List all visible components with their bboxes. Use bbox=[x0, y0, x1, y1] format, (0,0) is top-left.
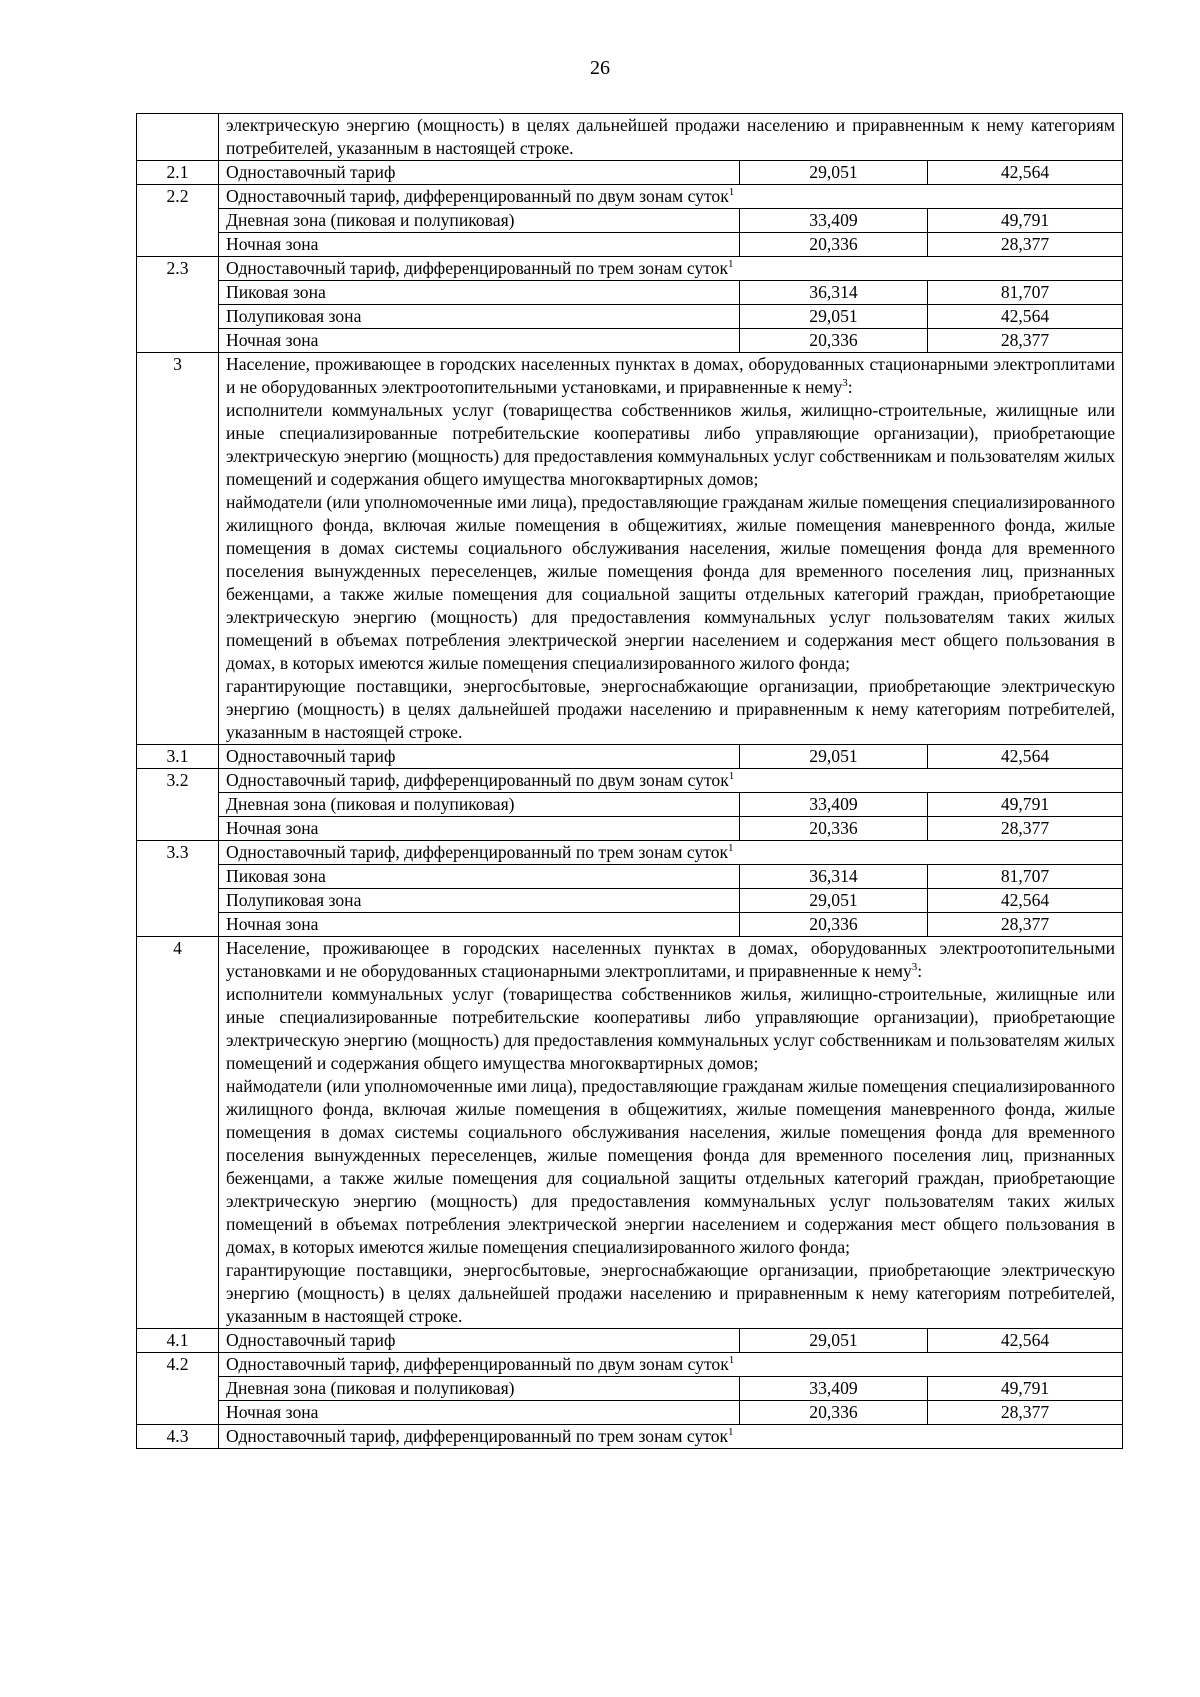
row-number: 2.2 bbox=[137, 185, 219, 209]
tariff-value-1: 33,409 bbox=[740, 209, 928, 233]
tariff-value-2: 28,377 bbox=[928, 817, 1123, 841]
tariff-value-2: 42,564 bbox=[928, 161, 1123, 185]
row-number bbox=[137, 1401, 219, 1425]
zone-row bbox=[137, 1377, 1123, 1401]
tariff-value-1: 20,336 bbox=[740, 329, 928, 353]
zone-row bbox=[137, 209, 1123, 233]
category-paragraph: гарантирующие поставщики, энергосбытовые, энергоснабжающие организации, приобретающие электрическую энергию (мощность) в целях дальнейшей продажи населению и приравненным к нему категориям потребителей, указанным в настоящей строке. bbox=[226, 1260, 1116, 1326]
row-number: 3.2 bbox=[137, 769, 219, 793]
row-number: 4.2 bbox=[137, 1353, 219, 1377]
continuation-text bbox=[219, 114, 1123, 161]
tariff-label-text: Одноставочный тариф, дифференцированный по двум зонам суток bbox=[226, 1354, 729, 1374]
tariff-value-1: 20,336 bbox=[740, 1401, 928, 1425]
tariff-label: Ночная зона bbox=[219, 1401, 740, 1425]
category-row bbox=[137, 937, 1123, 1329]
footnote-ref: 1 bbox=[728, 1426, 734, 1439]
row-number bbox=[137, 793, 219, 817]
row-number: 2.3 bbox=[137, 257, 219, 281]
zone-row bbox=[137, 281, 1123, 305]
tariff-label bbox=[219, 769, 1123, 793]
tariff-label: Ночная зона bbox=[219, 329, 740, 353]
page-number: 26 bbox=[590, 57, 610, 79]
category-description bbox=[219, 353, 1123, 745]
zone-row bbox=[137, 305, 1123, 329]
footnote-ref: 1 bbox=[728, 770, 735, 783]
tariff-value-2: 49,791 bbox=[928, 793, 1123, 817]
footnote-ref: 3 bbox=[842, 377, 848, 390]
subtariff-header-row bbox=[137, 769, 1123, 793]
tariff-label: Дневная зона (пиковая и полупиковая) bbox=[219, 1377, 740, 1401]
subtariff-header-row bbox=[137, 1353, 1123, 1377]
tariff-label-text: Одноставочный тариф, дифференцированный по трем зонам суток bbox=[226, 1426, 729, 1446]
footnote-ref: 1 bbox=[728, 842, 734, 855]
tariff-value-1: 33,409 bbox=[740, 1377, 928, 1401]
row-number bbox=[137, 1377, 219, 1401]
tariff-value-2: 42,564 bbox=[928, 1329, 1123, 1353]
tariff-table-body bbox=[137, 114, 1123, 1449]
tariff-value-1: 36,314 bbox=[740, 865, 928, 889]
row-number bbox=[137, 233, 219, 257]
tariff-label: Ночная зона bbox=[219, 913, 740, 937]
tariff-label bbox=[219, 257, 1123, 281]
tariff-value-2: 42,564 bbox=[928, 745, 1123, 769]
tariff-value-2: 42,564 bbox=[928, 305, 1123, 329]
tariff-label: Ночная зона bbox=[219, 233, 740, 257]
tariff-value-1: 29,051 bbox=[740, 161, 928, 185]
tariff-value-1: 33,409 bbox=[740, 793, 928, 817]
tariff-row bbox=[137, 745, 1123, 769]
tariff-label-text: Одноставочный тариф, дифференцированный по двум зонам суток bbox=[226, 770, 729, 790]
row-number: 4.3 bbox=[137, 1425, 219, 1449]
row-number: 4.1 bbox=[137, 1329, 219, 1353]
tariff-label-text: Одноставочный тариф, дифференцированный по трем зонам суток bbox=[226, 842, 729, 862]
category-paragraph: наймодатели (или уполномоченные ими лица), предоставляющие гражданам жилые помещения специализированного жилищного фонда, включая жилые помещения в общежитиях, жилые помещения маневренного фонда, жилые помещения в домах системы социального обслуживания населения, жилые помещения фонда для временного поселения вынужденных переселенцев, жилые помещения фонда для временного поселения лиц, признанных беженцами, а также жилые помещения для социальной защиты отдельных категорий граждан, приобретающие электрическую энергию (мощность) для предоставления коммунальных услуг пользователям таких жилых помещений в объемах потребления электрической энергии населением и содержания мест общего пользования в домах, в которых имеются жилые помещения специализированного жилого фонда; bbox=[226, 1076, 1116, 1257]
tariff-value-2: 81,707 bbox=[928, 281, 1123, 305]
tariff-value-1: 29,051 bbox=[740, 1329, 928, 1353]
tariff-value-2: 28,377 bbox=[928, 233, 1123, 257]
row-number bbox=[137, 329, 219, 353]
zone-row bbox=[137, 889, 1123, 913]
category-paragraph: исполнители коммунальных услуг (товарищества собственников жилья, жилищно-строительные, жилищные или иные специализированные потребительские кооперативы либо управляющие организации), приобретающие электрическую энергию (мощность) для предоставления коммунальных услуг собственникам и пользователям жилых помещений и содержания общего имущества многоквартирных домов; bbox=[226, 400, 1116, 489]
category-paragraph: гарантирующие поставщики, энергосбытовые, энергоснабжающие организации, приобретающие электрическую энергию (мощность) в целях дальнейшей продажи населению и приравненным к нему категориям потребителей, указанным в настоящей строке. bbox=[226, 676, 1116, 742]
footnote-ref: 1 bbox=[728, 1354, 735, 1367]
tariff-label: Ночная зона bbox=[219, 817, 740, 841]
tariff-label: Пиковая зона bbox=[219, 865, 740, 889]
zone-row bbox=[137, 329, 1123, 353]
category-title: Население, проживающее в городских населенных пунктах в домах, оборудованных электроотопительными установками и не оборудованных стационарными электроплитами, и приравненные к нему$^3$: bbox=[226, 938, 1116, 981]
tariff-label bbox=[219, 185, 1123, 209]
tariff-value-1: 20,336 bbox=[740, 817, 928, 841]
category-number: 4 bbox=[137, 937, 219, 1329]
tariff-label-text: Одноставочный тариф, дифференцированный по трем зонам суток bbox=[226, 258, 729, 278]
tariff-value-1: 20,336 bbox=[740, 913, 928, 937]
row-number bbox=[137, 889, 219, 913]
tariff-label: Пиковая зона bbox=[219, 281, 740, 305]
tariff-label: Одноставочный тариф bbox=[219, 1329, 740, 1353]
tariff-row bbox=[137, 1329, 1123, 1353]
subtariff-header-row bbox=[137, 185, 1123, 209]
zone-row bbox=[137, 817, 1123, 841]
row-number-cell bbox=[137, 114, 219, 161]
zone-row bbox=[137, 793, 1123, 817]
subtariff-header-row bbox=[137, 257, 1123, 281]
subtariff-header-row bbox=[137, 1425, 1123, 1449]
category-paragraph: наймодатели (или уполномоченные ими лица), предоставляющие гражданам жилые помещения специализированного жилищного фонда, включая жилые помещения в общежитиях, жилые помещения маневренного фонда, жилые помещения в домах системы социального обслуживания населения, жилые помещения фонда для временного поселения вынужденных переселенцев, жилые помещения фонда для временного поселения лиц, признанных беженцами, а также жилые помещения для социальной защиты отдельных категорий граждан, приобретающие электрическую энергию (мощность) для предоставления коммунальных услуг пользователям таких жилых помещений в объемах потребления электрической энергии населением и содержания мест общего пользования в домах, в которых имеются жилые помещения специализированного жилого фонда; bbox=[226, 492, 1116, 673]
tariff-label bbox=[219, 841, 1123, 865]
zone-row bbox=[137, 913, 1123, 937]
tariff-label: Дневная зона (пиковая и полупиковая) bbox=[219, 793, 740, 817]
tariff-value-1: 36,314 bbox=[740, 281, 928, 305]
tariff-value-2: 42,564 bbox=[928, 889, 1123, 913]
tariff-label bbox=[219, 1425, 1123, 1449]
tariff-value-2: 81,707 bbox=[928, 865, 1123, 889]
subtariff-header-row bbox=[137, 841, 1123, 865]
row-number: 2.1 bbox=[137, 161, 219, 185]
tariff-table bbox=[136, 113, 1123, 1449]
tariff-value-2: 49,791 bbox=[928, 209, 1123, 233]
row-number bbox=[137, 865, 219, 889]
tariff-label: Одноставочный тариф bbox=[219, 745, 740, 769]
row-number bbox=[137, 305, 219, 329]
category-title-text: Население, проживающее в городских населенных пунктах в домах, оборудованных стационарными электроплитами и не оборудованных электроотопительными установками, и приравненные к нему bbox=[226, 354, 1116, 397]
row-number: 3.3 bbox=[137, 841, 219, 865]
tariff-label: Полупиковая зона bbox=[219, 889, 740, 913]
continuation-row bbox=[137, 114, 1123, 161]
footnote-ref: 1 bbox=[728, 186, 735, 199]
tariff-label: Одноставочный тариф bbox=[219, 161, 740, 185]
category-number: 3 bbox=[137, 353, 219, 745]
row-number bbox=[137, 281, 219, 305]
tariff-value-2: 49,791 bbox=[928, 1377, 1123, 1401]
category-paragraph: исполнители коммунальных услуг (товарищества собственников жилья, жилищно-строительные, жилищные или иные специализированные потребительские кооперативы либо управляющие организации), приобретающие электрическую энергию (мощность) для предоставления коммунальных услуг собственникам и пользователям жилых помещений и содержания общего имущества многоквартирных домов; bbox=[226, 984, 1116, 1073]
row-number bbox=[137, 817, 219, 841]
zone-row bbox=[137, 233, 1123, 257]
tariff-value-2: 28,377 bbox=[928, 1401, 1123, 1425]
continuation-text-content: электрическую энергию (мощность) в целях дальнейшей продажи населению и приравненным к нему категориям потребителей, указанным в настоящей строке. bbox=[226, 115, 1116, 158]
tariff-value-1: 29,051 bbox=[740, 305, 928, 329]
category-description bbox=[219, 937, 1123, 1329]
tariff-value-2: 28,377 bbox=[928, 913, 1123, 937]
category-row bbox=[137, 353, 1123, 745]
footnote-ref: 1 bbox=[728, 258, 734, 271]
tariff-value-1: 29,051 bbox=[740, 889, 928, 913]
tariff-label: Дневная зона (пиковая и полупиковая) bbox=[219, 209, 740, 233]
category-title-text: Население, проживающее в городских населенных пунктах в домах, оборудованных электроотопительными установками и не оборудованных стационарными электроплитами, и приравненные к нему bbox=[226, 938, 1116, 981]
tariff-label bbox=[219, 1353, 1123, 1377]
zone-row bbox=[137, 865, 1123, 889]
row-number bbox=[137, 209, 219, 233]
tariff-label-text: Одноставочный тариф, дифференцированный по двум зонам суток bbox=[226, 186, 729, 206]
tariff-value-1: 20,336 bbox=[740, 233, 928, 257]
tariff-label: Полупиковая зона bbox=[219, 305, 740, 329]
tariff-row bbox=[137, 161, 1123, 185]
tariff-value-1: 29,051 bbox=[740, 745, 928, 769]
row-number: 3.1 bbox=[137, 745, 219, 769]
row-number bbox=[137, 913, 219, 937]
tariff-value-2: 28,377 bbox=[928, 329, 1123, 353]
footnote-ref: 3 bbox=[911, 961, 918, 974]
zone-row bbox=[137, 1401, 1123, 1425]
category-title: Население, проживающее в городских населенных пунктах в домах, оборудованных стационарными электроплитами и не оборудованных электроотопительными установками, и приравненные к нему$^3$: bbox=[226, 354, 1116, 397]
